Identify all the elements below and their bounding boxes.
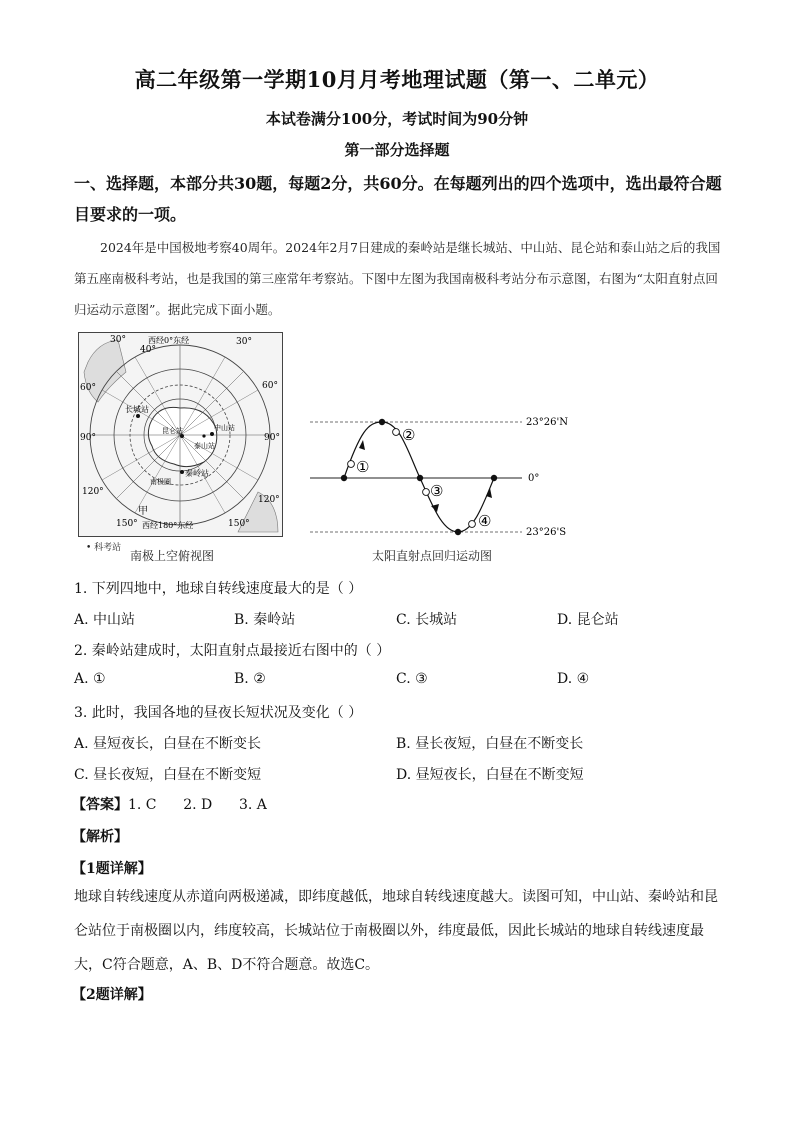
question-2-option-c: C. ③ (396, 671, 428, 687)
q1-detail-heading: 【1题详解】 (72, 861, 152, 877)
solar-point-1: ① (356, 458, 370, 476)
station-dot-taishan (202, 434, 205, 437)
solar-motion-figure (310, 412, 572, 542)
answer-tag: 【答案】 (72, 797, 128, 813)
solar-point-2: ② (402, 426, 416, 444)
station-dot-changcheng (136, 414, 140, 418)
map-label-150-right: 150° (228, 519, 250, 529)
answer-line (72, 794, 267, 814)
map-caption: 南极上空俯视图 (130, 549, 215, 563)
map-label-120-right: 120° (258, 495, 280, 505)
solar-label-south: 23°26'S (526, 527, 567, 538)
question-1-stem: 1. 下列四地中，地球自转线速度最大的是（ ） (74, 581, 363, 597)
map-legend: • 科考站 (86, 543, 122, 553)
intro-paragraph: 2024年是中国极地考察40周年。2024年2月7日建成的秦岭站是继长城站、中山站、昆仑站和泰山站之后的我国第五座南极科考站，也是我国的第三座常年考察站。下图中左图为我国南极科考站分布示意图，右图为“太阳直射点回归运动示意图”。据此完成下面小题。 (74, 240, 721, 317)
question-1-option-d: D. 昆仑站 (557, 612, 619, 628)
question-2-option-d: D. ④ (557, 671, 590, 687)
map-label-circle: 南极圈 (150, 478, 171, 486)
question-3-stem: 3. 此时，我国各地的昼夜长短状况及变化（ ） (74, 705, 363, 721)
station-dot-zhongshan (210, 432, 214, 436)
map-label-40: 40° (140, 345, 156, 355)
question-3-option-d: D. 昼短夜长，白昼在不断变短 (396, 767, 584, 783)
question-1-option-a: A. 中山站 (74, 612, 136, 628)
question-1-option-b: B. 秦岭站 (234, 612, 296, 628)
map-top-label: 西经0°东经 (148, 336, 190, 345)
map-label-60-left: 60° (80, 383, 96, 393)
station-taishan: 泰山站 (194, 442, 215, 450)
map-label-60-right: 60° (262, 381, 278, 391)
map-label-jia: 甲 (138, 506, 148, 517)
map-bottom-label: 西经180°东经 (142, 521, 194, 530)
solar-point-4: ④ (478, 512, 492, 530)
question-3-option-b: B. 昼长夜短，白昼在不断变长 (396, 736, 584, 752)
exam-subtitle: 本试卷满分100分，考试时间为90分钟 (265, 110, 529, 128)
answer-text: 1. C 2. D 3. A (128, 797, 267, 813)
station-qinling: 秦岭站 (185, 469, 209, 478)
solar-point-3: ③ (430, 482, 444, 500)
question-3-option-a: A. 昼短夜长，白昼在不断变长 (74, 736, 262, 752)
station-zhongshan: 中山站 (214, 424, 235, 432)
section-heading: 一、选择题，本部分共30题，每题2分，共60分。在每题列出的四个选项中，选出最符合题目要求的一项。 (74, 174, 722, 224)
map-label-90-right: 90° (264, 433, 280, 443)
question-1-option-c: C. 长城站 (396, 612, 458, 628)
solar-label-equator: 0° (528, 473, 540, 484)
part-heading: 第一部分选择题 (344, 141, 450, 159)
solar-label-north: 23°26'N (526, 417, 568, 428)
station-changcheng: 长城站 (125, 405, 149, 414)
q1-detail-text: 地球自转线速度从赤道向两极递减，即纬度越低，地球自转线速度越大。读图可知，中山站、秦岭站和昆仑站位于南极圈以内，纬度较高，长城站位于南极圈以外，纬度最低，因此长城站的地球自转线速度最大，C符合题意，A、B、D不符合题意。故选C。 (74, 889, 718, 973)
question-2-option-a: A. ① (74, 671, 106, 687)
map-label-30-left: 30° (110, 335, 126, 345)
station-dot-qinling (180, 470, 184, 474)
question-2-stem: 2. 秦岭站建成时，太阳直射点最接近右图中的（ ） (74, 643, 391, 659)
map-label-90-left: 90° (80, 433, 96, 443)
map-label-30-right: 30° (236, 337, 252, 347)
antarctic-map-figure (78, 332, 283, 537)
question-3-option-c: C. 昼长夜短，白昼在不断变短 (74, 767, 262, 783)
exam-title: 高二年级第一学期10月月考地理试题（第一、二单元） (134, 67, 660, 92)
solar-caption: 太阳直射点回归运动图 (372, 549, 493, 563)
q2-detail-heading: 【2题详解】 (72, 987, 152, 1003)
map-label-150-left: 150° (116, 519, 138, 529)
question-2-option-b: B. ② (234, 671, 266, 687)
station-kunlun: 昆仑站 (162, 427, 183, 435)
map-label-120-left: 120° (82, 487, 104, 497)
analysis-heading: 【解析】 (72, 829, 128, 845)
